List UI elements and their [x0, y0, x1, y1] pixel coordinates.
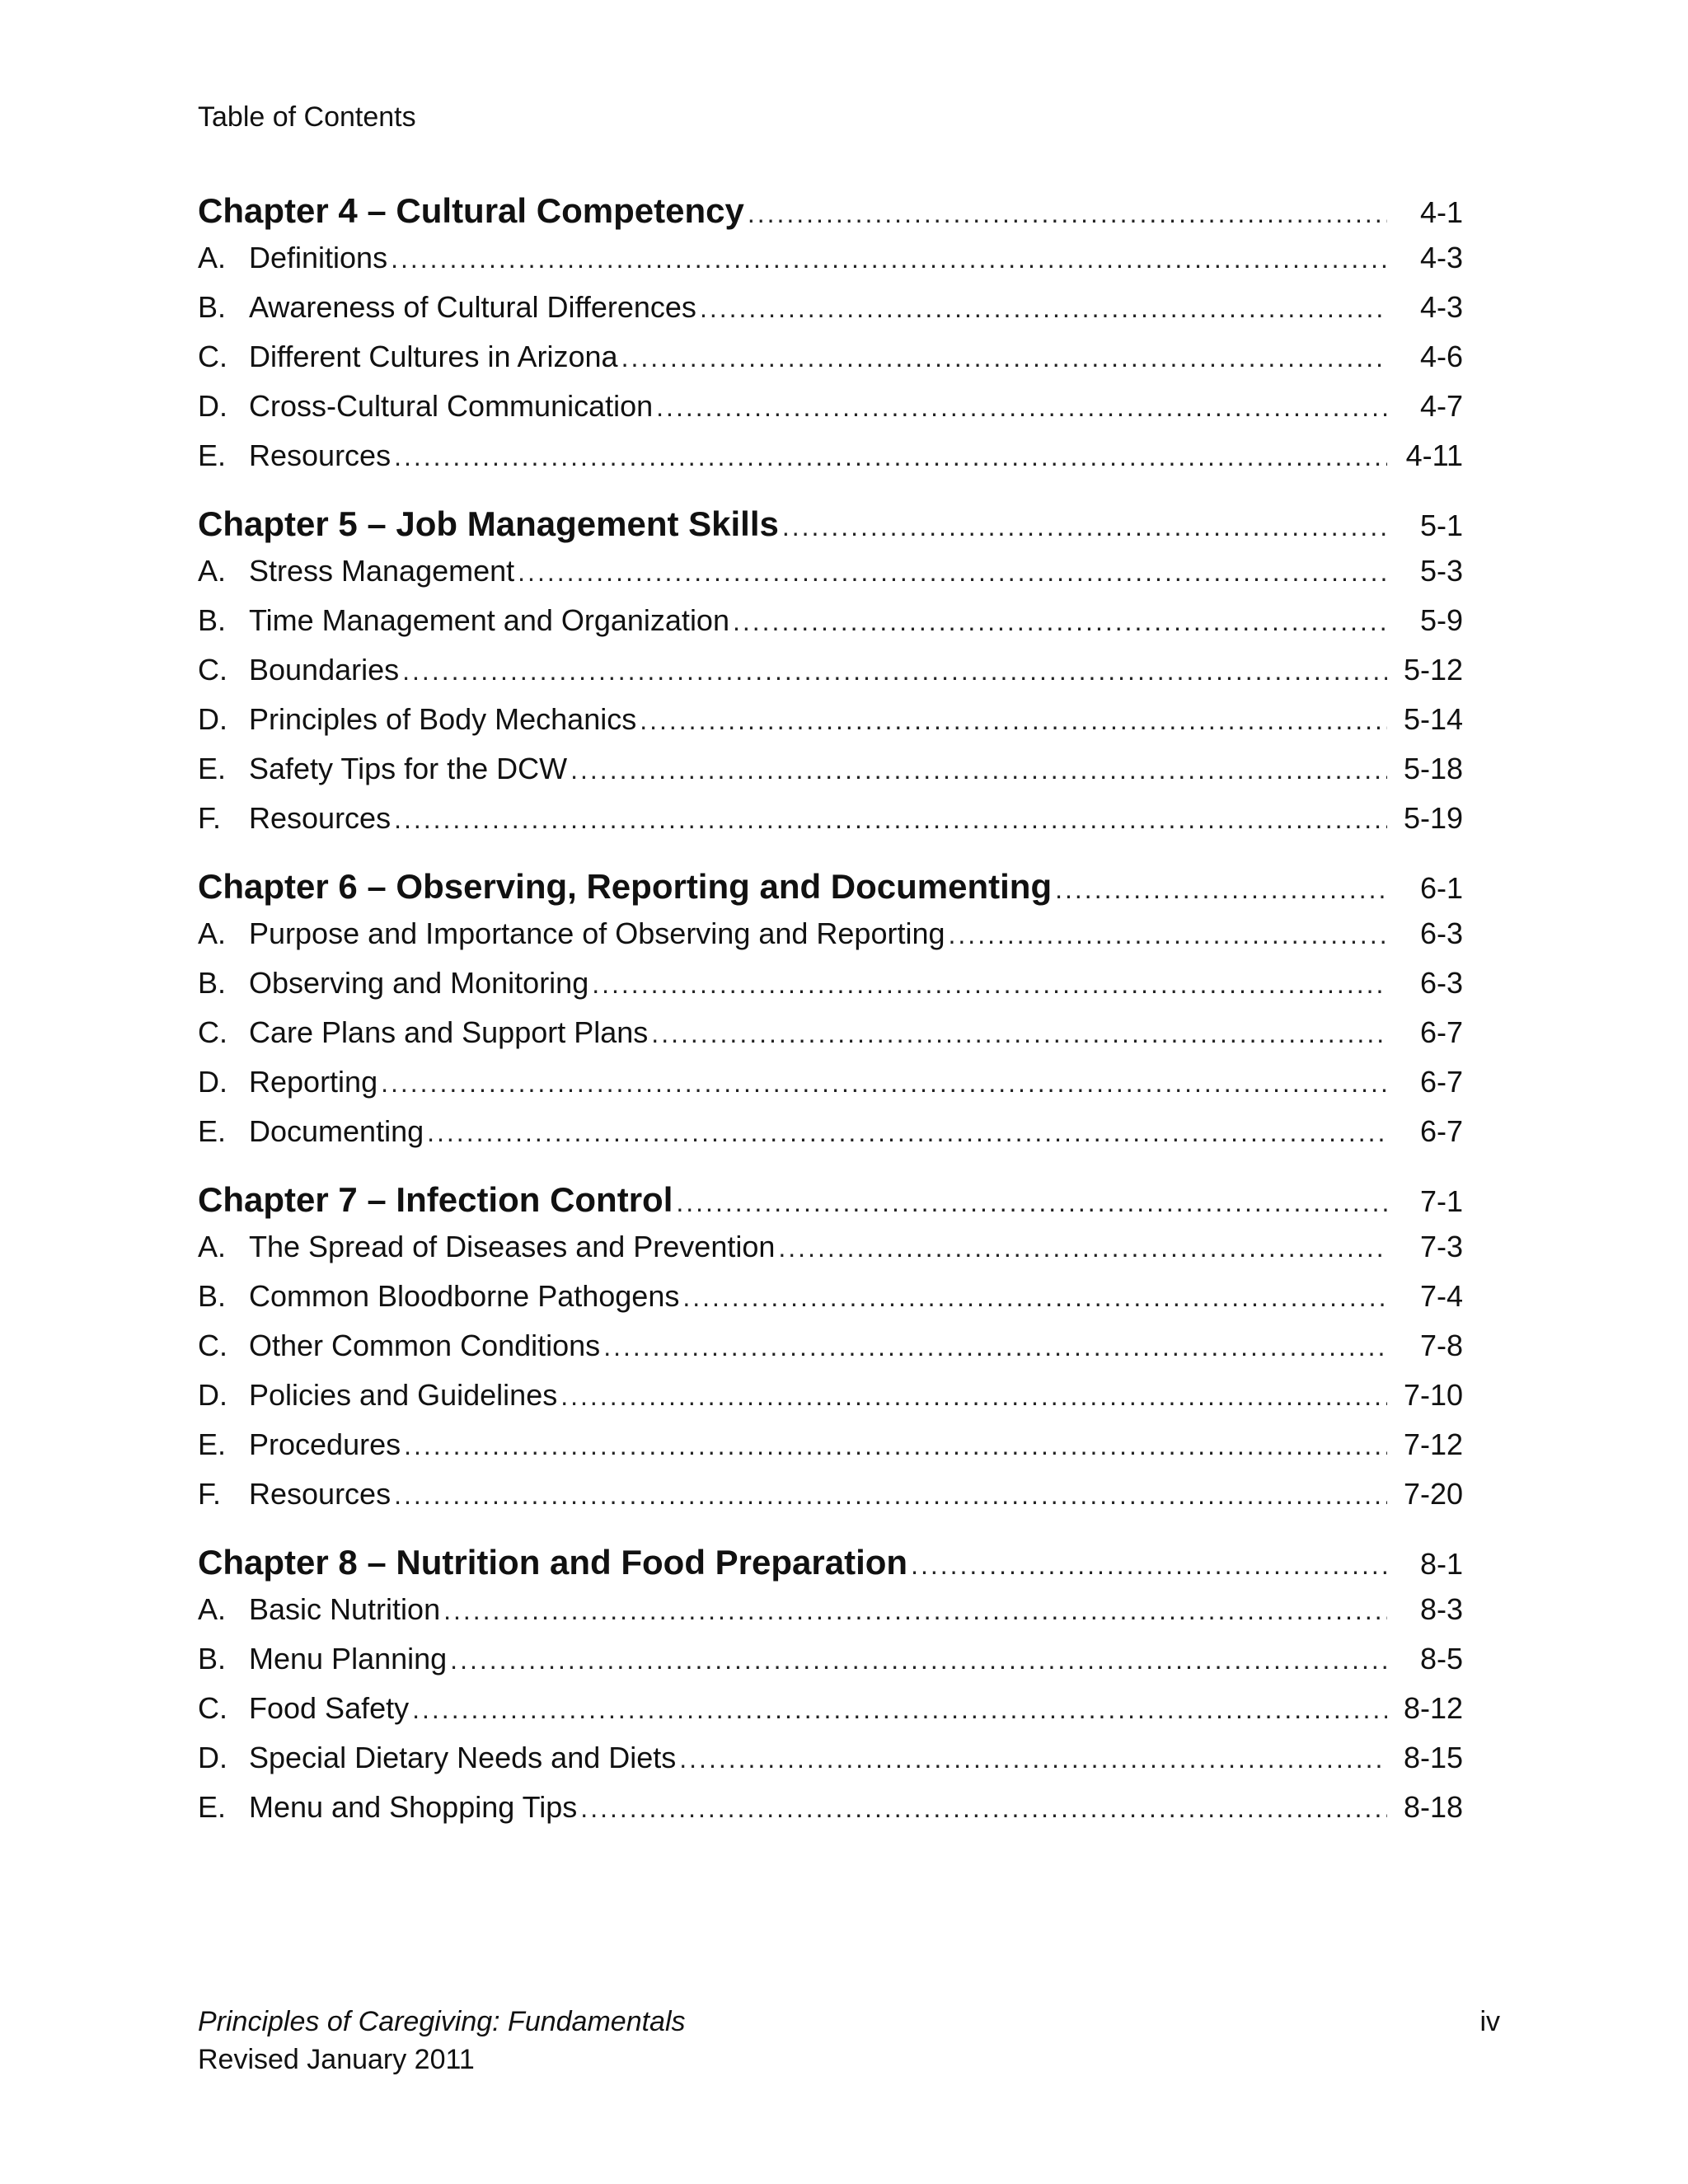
section-title: Definitions: [249, 241, 388, 274]
section-letter: A.: [198, 916, 227, 950]
chapter-title: Chapter 4 – Cultural Competency: [198, 191, 744, 230]
section-page: 5-14: [1403, 702, 1463, 736]
dot-leader: [679, 1744, 1387, 1774]
section-letter: C.: [198, 1329, 227, 1362]
toc-entry[interactable]: [198, 916, 1463, 966]
chapter-page: 6-1: [1419, 871, 1463, 905]
toc-entry[interactable]: [198, 290, 1463, 340]
toc-entry[interactable]: [198, 389, 1463, 438]
toc-entry[interactable]: [198, 603, 1463, 653]
section-letter: E.: [198, 1427, 227, 1461]
dot-leader: [592, 969, 1387, 1000]
toc-entry[interactable]: [198, 340, 1463, 389]
dot-leader: [621, 343, 1387, 373]
dot-leader: [404, 1431, 1387, 1461]
section-title: Resources: [249, 801, 392, 835]
dot-leader: [580, 1793, 1387, 1824]
section-page: 8-15: [1403, 1741, 1463, 1774]
dot-leader: [570, 755, 1387, 785]
dot-leader: [402, 656, 1387, 687]
dot-leader: [394, 442, 1387, 472]
section-page: 5-12: [1403, 653, 1463, 687]
chapter-page: 8-1: [1419, 1547, 1463, 1581]
section-page: 8-5: [1419, 1642, 1463, 1675]
section-page: 4-3: [1419, 290, 1463, 324]
dot-leader: [911, 1550, 1387, 1581]
section-letter: A.: [198, 1230, 227, 1263]
toc-entry[interactable]: [198, 1741, 1463, 1790]
section-title: Cross-Cultural Communication: [249, 389, 654, 423]
section-title: Documenting: [249, 1114, 424, 1148]
section-title: Awareness of Cultural Differences: [249, 290, 696, 324]
section-letter: D.: [198, 1741, 227, 1774]
toc-entry[interactable]: [198, 438, 1463, 488]
section-title: Resources: [249, 438, 392, 472]
section-title: The Spread of Diseases and Prevention: [249, 1230, 776, 1263]
section-title: Food Safety: [249, 1691, 410, 1725]
dot-leader: [656, 392, 1387, 423]
chapter-heading[interactable]: [198, 191, 1463, 241]
section-page: 8-18: [1403, 1790, 1463, 1824]
section-title: Menu and Shopping Tips: [249, 1790, 578, 1824]
section-page: 7-4: [1419, 1279, 1463, 1313]
section-letter: F.: [198, 1477, 222, 1511]
dot-leader: [443, 1596, 1387, 1626]
toc-entry[interactable]: [198, 1378, 1463, 1427]
dot-leader: [603, 1332, 1387, 1362]
toc-entry[interactable]: [198, 1114, 1463, 1164]
dot-leader: [782, 512, 1387, 542]
section-letter: D.: [198, 702, 227, 736]
section-title: Menu Planning: [249, 1642, 448, 1675]
section-title: Purpose and Importance of Observing and Reporting: [249, 916, 945, 950]
dot-leader: [778, 1233, 1387, 1263]
section-letter: B.: [198, 290, 227, 324]
dot-leader: [518, 557, 1387, 588]
section-page: 7-3: [1419, 1230, 1463, 1263]
section-letter: A.: [198, 554, 227, 588]
dot-leader: [733, 607, 1387, 637]
section-letter: E.: [198, 1790, 227, 1824]
footer-book-title: Principles of Caregiving: Fundamentals: [198, 2006, 686, 2037]
section-letter: B.: [198, 1279, 227, 1313]
section-page: 4-11: [1405, 438, 1463, 472]
section-page: 4-7: [1419, 389, 1463, 423]
section-page: 5-3: [1419, 554, 1463, 588]
chapter-4: [198, 191, 1463, 488]
toc-entry[interactable]: [198, 554, 1463, 603]
dot-leader: [640, 705, 1387, 736]
dot-leader: [748, 199, 1387, 229]
dot-leader: [450, 1645, 1387, 1675]
dot-leader: [676, 1188, 1387, 1218]
toc-entry[interactable]: [198, 1279, 1463, 1329]
section-page: 5-9: [1419, 603, 1463, 637]
section-page: 6-7: [1419, 1114, 1463, 1148]
section-letter: D.: [198, 1378, 227, 1412]
chapter-5: [198, 504, 1463, 851]
section-title: Basic Nutrition: [249, 1592, 441, 1626]
section-page: 6-7: [1419, 1015, 1463, 1049]
toc-entry[interactable]: [198, 1329, 1463, 1378]
section-letter: F.: [198, 801, 222, 835]
section-title: Time Management and Organization: [249, 603, 729, 637]
section-title: Special Dietary Needs and Diets: [249, 1741, 677, 1774]
section-letter: A.: [198, 1592, 227, 1626]
toc-entry[interactable]: [198, 653, 1463, 702]
table-of-contents: [198, 191, 1463, 1856]
section-title: Observing and Monitoring: [249, 966, 589, 1000]
toc-entry[interactable]: [198, 1592, 1463, 1642]
section-title: Safety Tips for the DCW: [249, 752, 568, 785]
dot-leader: [391, 244, 1387, 274]
section-letter: E.: [198, 1114, 227, 1148]
section-page: 5-18: [1403, 752, 1463, 785]
section-letter: C.: [198, 1015, 227, 1049]
section-title: Boundaries: [249, 653, 400, 687]
page-header: Table of Contents: [198, 101, 416, 133]
toc-entry[interactable]: [198, 1427, 1463, 1477]
section-letter: C.: [198, 1691, 227, 1725]
toc-entry[interactable]: [198, 1691, 1463, 1741]
dot-leader: [651, 1019, 1387, 1049]
chapter-title: Chapter 6 – Observing, Reporting and Documenting: [198, 867, 1053, 906]
toc-entry[interactable]: [198, 752, 1463, 801]
dot-leader: [1055, 874, 1387, 905]
section-letter: C.: [198, 340, 227, 373]
section-title: Procedures: [249, 1427, 401, 1461]
dot-leader: [427, 1118, 1387, 1148]
chapter-8: [198, 1543, 1463, 1840]
section-title: Other Common Conditions: [249, 1329, 601, 1362]
toc-entry[interactable]: [198, 1477, 1463, 1526]
toc-entry[interactable]: [198, 1642, 1463, 1691]
chapter-page: 7-1: [1419, 1184, 1463, 1218]
chapter-heading[interactable]: [198, 1180, 1463, 1230]
toc-entry[interactable]: [198, 966, 1463, 1015]
dot-leader: [394, 1480, 1387, 1511]
dot-leader: [682, 1282, 1387, 1313]
section-letter: D.: [198, 1065, 227, 1099]
toc-entry[interactable]: [198, 1790, 1463, 1840]
section-title: Common Bloodborne Pathogens: [249, 1279, 680, 1313]
toc-entry[interactable]: [198, 1230, 1463, 1279]
chapter-title: Chapter 8 – Nutrition and Food Preparation: [198, 1543, 908, 1582]
toc-entry[interactable]: [198, 1015, 1463, 1065]
section-letter: C.: [198, 653, 227, 687]
section-page: 7-10: [1403, 1378, 1463, 1412]
dot-leader: [394, 804, 1387, 835]
chapter-6: [198, 867, 1463, 1164]
section-page: 4-3: [1419, 241, 1463, 274]
chapter-heading[interactable]: [198, 867, 1463, 916]
page-footer: [198, 2003, 686, 2079]
dot-leader: [700, 293, 1387, 324]
section-page: 8-12: [1403, 1691, 1463, 1725]
footer-revision: Revised January 2011: [198, 2044, 475, 2075]
section-title: Care Plans and Support Plans: [249, 1015, 649, 1049]
dot-leader: [949, 920, 1387, 950]
toc-entry[interactable]: [198, 702, 1463, 752]
toc-entry[interactable]: [198, 801, 1463, 851]
toc-entry[interactable]: [198, 241, 1463, 290]
section-page: 6-3: [1419, 916, 1463, 950]
section-page: 5-19: [1403, 801, 1463, 835]
section-letter: E.: [198, 752, 227, 785]
dot-leader: [560, 1381, 1387, 1412]
dot-leader: [412, 1694, 1387, 1725]
dot-leader: [381, 1068, 1387, 1099]
section-page: 7-8: [1419, 1329, 1463, 1362]
chapter-page: 5-1: [1419, 509, 1463, 542]
chapter-title: Chapter 5 – Job Management Skills: [198, 504, 779, 543]
section-title: Reporting: [249, 1065, 378, 1099]
section-page: 6-7: [1419, 1065, 1463, 1099]
section-letter: B.: [198, 1642, 227, 1675]
toc-entry[interactable]: [198, 1065, 1463, 1114]
section-page: 7-20: [1403, 1477, 1463, 1511]
footer-page-number: iv: [1479, 2006, 1500, 2037]
section-title: Different Cultures in Arizona: [249, 340, 618, 373]
section-page: 6-3: [1419, 966, 1463, 1000]
section-letter: A.: [198, 241, 227, 274]
section-letter: B.: [198, 603, 227, 637]
section-letter: D.: [198, 389, 227, 423]
section-title: Policies and Guidelines: [249, 1378, 558, 1412]
section-title: Stress Management: [249, 554, 515, 588]
section-title: Principles of Body Mechanics: [249, 702, 637, 736]
section-page: 4-6: [1419, 340, 1463, 373]
chapter-7: [198, 1180, 1463, 1526]
section-letter: B.: [198, 966, 227, 1000]
section-page: 8-3: [1419, 1592, 1463, 1626]
chapter-page: 4-1: [1419, 195, 1463, 229]
chapter-heading[interactable]: [198, 1543, 1463, 1592]
chapter-heading[interactable]: [198, 504, 1463, 554]
section-letter: E.: [198, 438, 227, 472]
section-page: 7-12: [1403, 1427, 1463, 1461]
section-title: Resources: [249, 1477, 392, 1511]
chapter-title: Chapter 7 – Infection Control: [198, 1180, 673, 1219]
